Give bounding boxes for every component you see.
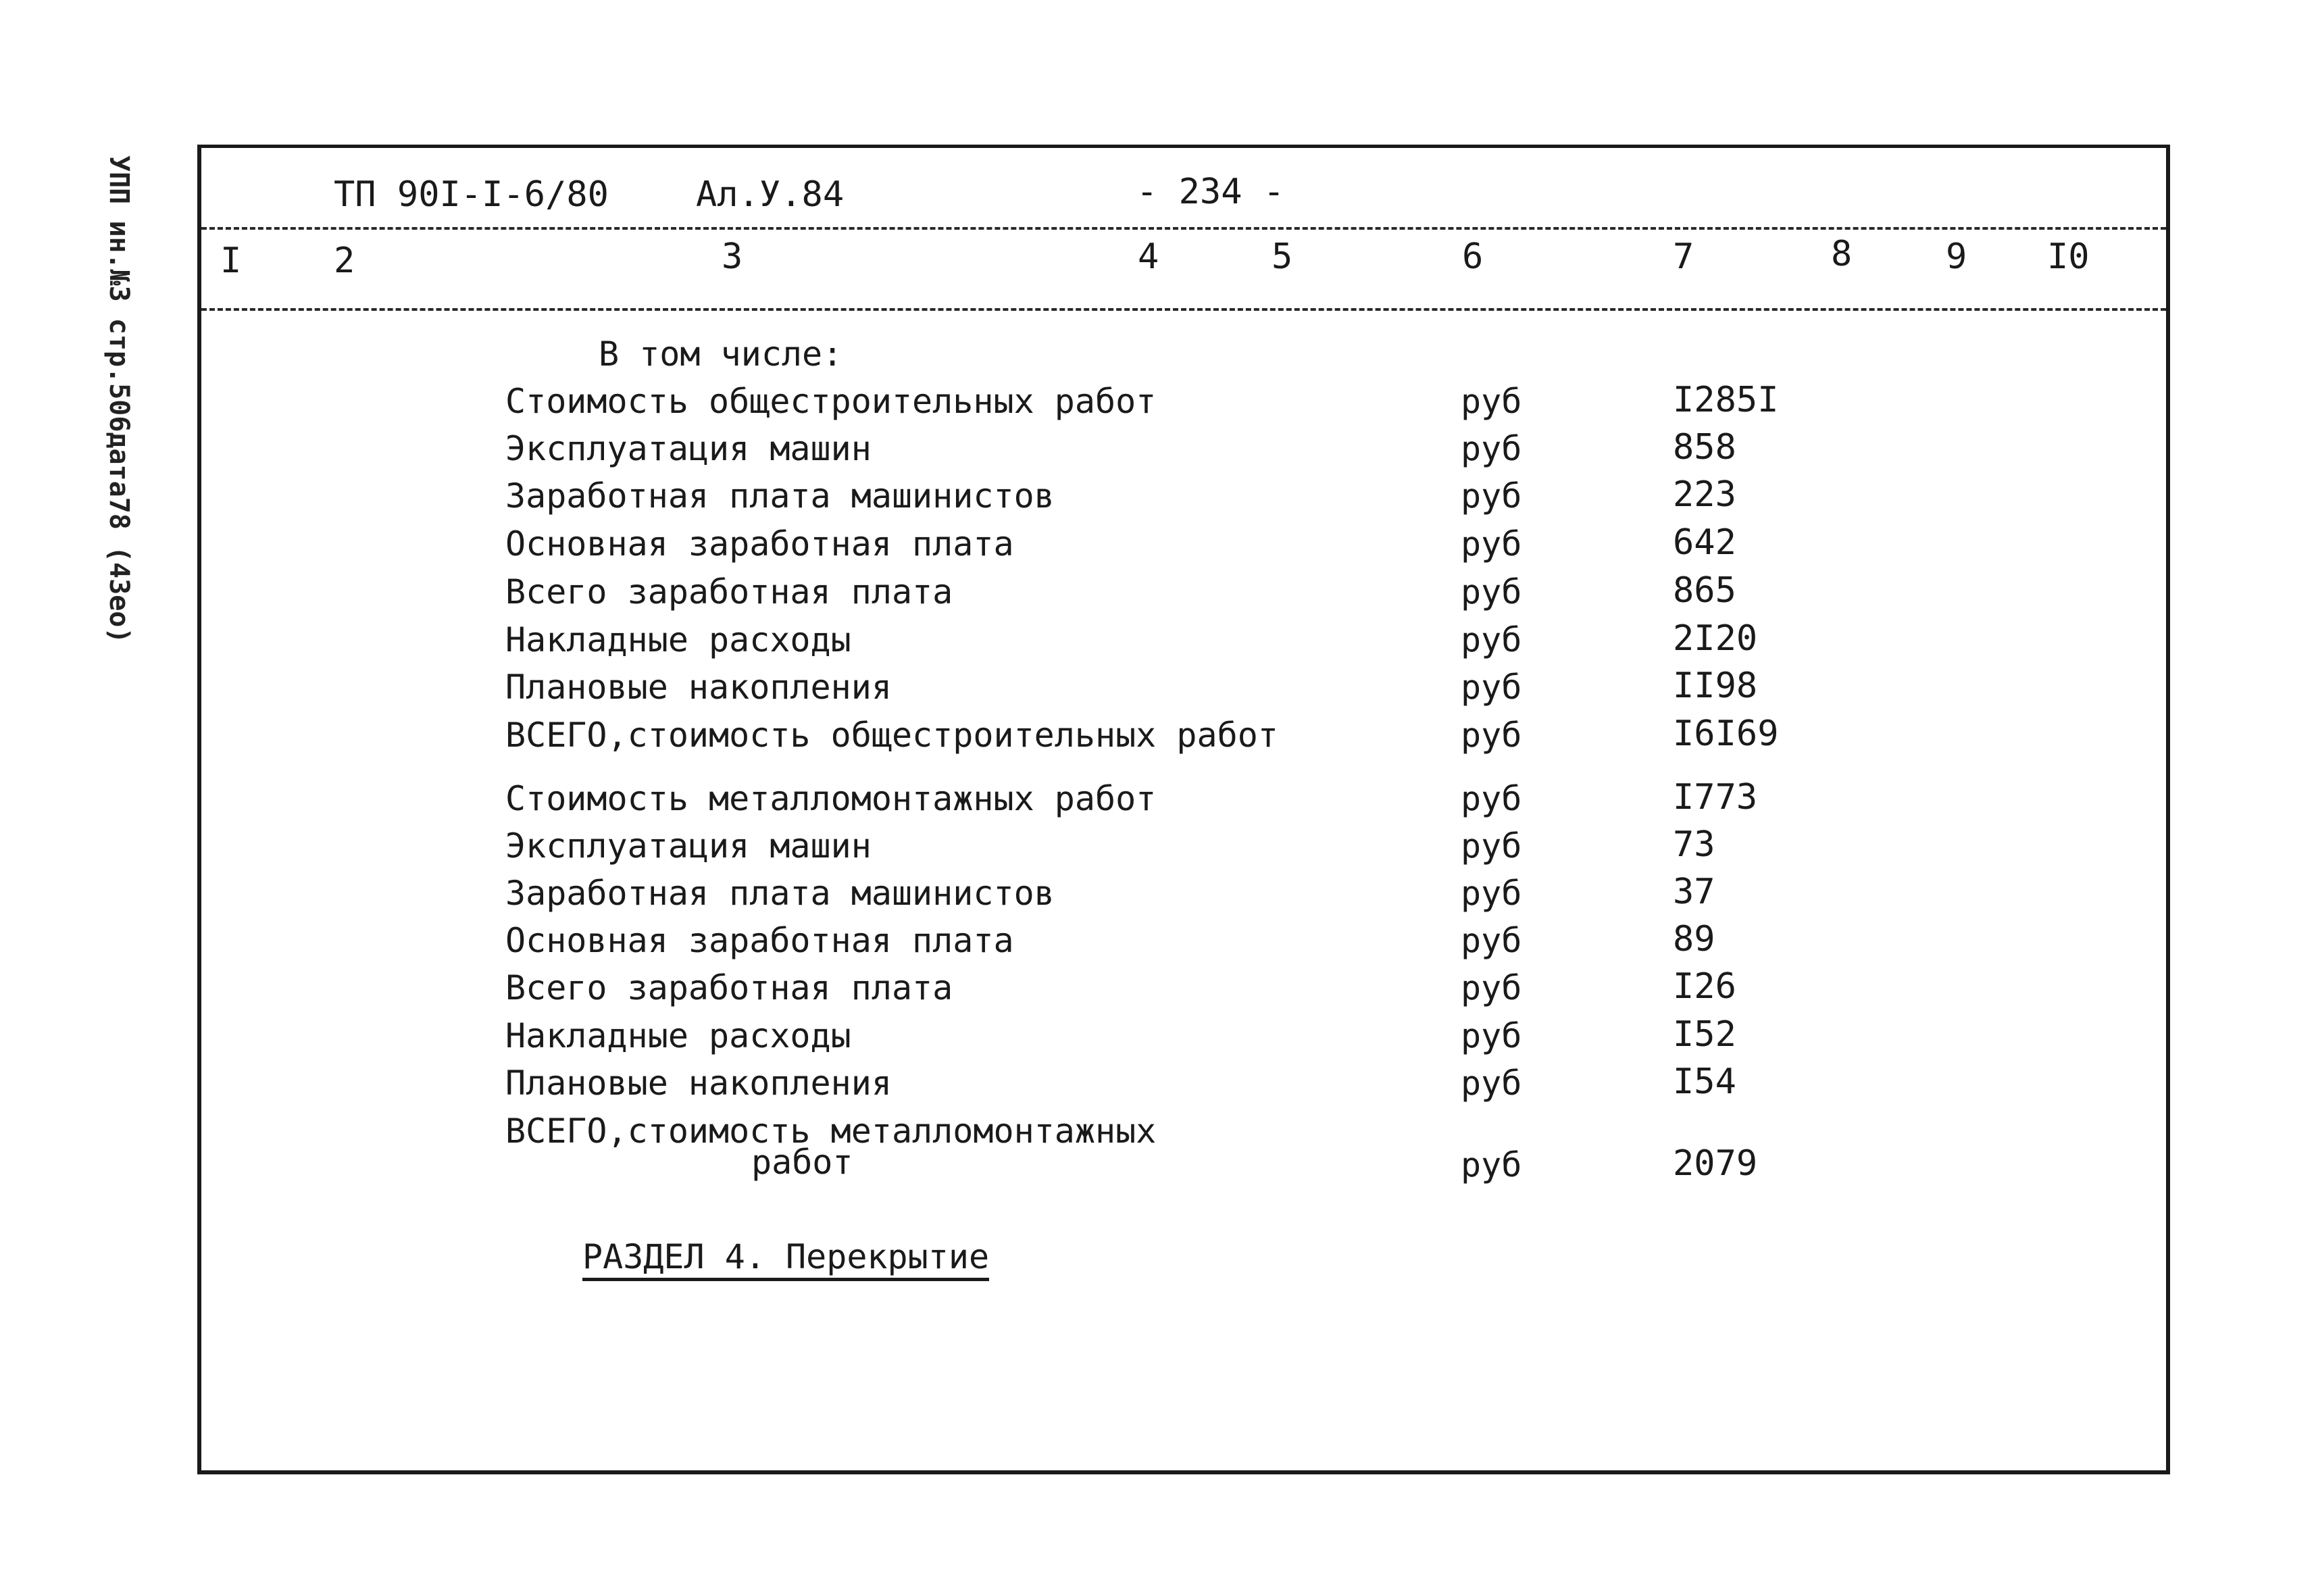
row-value: I285I <box>1673 380 1779 420</box>
row-value: 37 <box>1673 872 1715 912</box>
row-value: I52 <box>1673 1014 1736 1055</box>
row-unit: руб <box>1461 779 1522 818</box>
row-value: 73 <box>1673 824 1715 865</box>
row-unit: руб <box>1461 382 1522 421</box>
intro-label: В том числе: <box>599 334 843 374</box>
row-name-total: ВСЕГО,стоимость общестроительных работ <box>505 716 1278 755</box>
row-name: Стоимость общестроительных работ <box>505 382 1157 421</box>
row-unit: руб <box>1461 476 1522 516</box>
row-value-total: I6I69 <box>1673 714 1779 754</box>
document-frame <box>197 145 2170 1474</box>
row-unit: руб <box>1461 620 1522 659</box>
row-name: Накладные расходы <box>505 1016 851 1055</box>
row-unit: руб <box>1461 921 1522 960</box>
row-name: Всего заработная плата <box>505 572 953 612</box>
column-header-8: 8 <box>1831 234 1853 274</box>
row-name: Стоимость металломонтажных работ <box>505 779 1157 818</box>
margin-note: УПП ин.№3 стр.506дата78 (43ео) <box>103 155 134 644</box>
total-row-unit: руб <box>1461 1145 1522 1184</box>
document-code: ТП 90I-I-6/80 <box>334 174 609 215</box>
row-name: Основная заработная плата <box>505 524 1014 564</box>
row-value: I54 <box>1673 1062 1736 1102</box>
row-unit: руб <box>1461 874 1522 913</box>
row-name: Основная заработная плата <box>505 921 1014 960</box>
column-header-5: 5 <box>1272 236 1293 277</box>
page-number: - 234 - <box>1136 172 1285 212</box>
column-header-4: 4 <box>1138 236 1159 277</box>
column-rule <box>201 308 2166 311</box>
row-unit: руб <box>1461 968 1522 1007</box>
row-value: I26 <box>1673 966 1736 1007</box>
row-unit: руб <box>1461 826 1522 866</box>
row-name: Заработная плата машинистов <box>505 874 1055 913</box>
column-header-9: 9 <box>1946 236 1967 277</box>
section-title-text: РАЗДЕЛ 4. Перекрытие <box>582 1237 989 1281</box>
row-unit: руб <box>1461 429 1522 468</box>
row-value: 642 <box>1673 522 1736 563</box>
column-header-3: 3 <box>722 236 743 277</box>
row-name: Эксплуатация машин <box>505 429 872 468</box>
row-name: Всего заработная плата <box>505 968 953 1007</box>
total-row-value: 2079 <box>1673 1143 1758 1184</box>
column-header-6: 6 <box>1462 236 1484 277</box>
column-header-1: I <box>220 241 242 281</box>
total-row-name-line1: ВСЕГО,стоимость металломонтажных <box>505 1112 1157 1151</box>
row-value: 223 <box>1673 474 1736 515</box>
row-name: Эксплуатация машин <box>505 826 872 866</box>
row-unit: руб <box>1461 1064 1522 1103</box>
row-value: 858 <box>1673 427 1736 468</box>
column-header-2: 2 <box>334 241 355 281</box>
row-unit: руб <box>1461 716 1522 755</box>
row-name: Плановые накопления <box>505 1064 892 1103</box>
column-header-10: I0 <box>2047 236 2090 277</box>
row-unit: руб <box>1461 524 1522 564</box>
row-unit: руб <box>1461 1016 1522 1055</box>
header-rule <box>201 227 2166 230</box>
row-unit: руб <box>1461 572 1522 612</box>
row-value: 865 <box>1673 570 1736 611</box>
row-name: Накладные расходы <box>505 620 851 659</box>
column-header-7: 7 <box>1673 236 1694 277</box>
row-value: II98 <box>1673 666 1758 706</box>
row-unit: руб <box>1461 668 1522 707</box>
total-row-name-line2: работ <box>751 1143 853 1182</box>
row-value: 89 <box>1673 919 1715 959</box>
row-name: Заработная плата машинистов <box>505 476 1055 516</box>
row-value: I773 <box>1673 777 1758 818</box>
section-title <box>582 1237 989 1277</box>
row-name: Плановые накопления <box>505 668 892 707</box>
row-value: 2I20 <box>1673 618 1758 659</box>
album-number: Ал.У.84 <box>696 174 845 215</box>
